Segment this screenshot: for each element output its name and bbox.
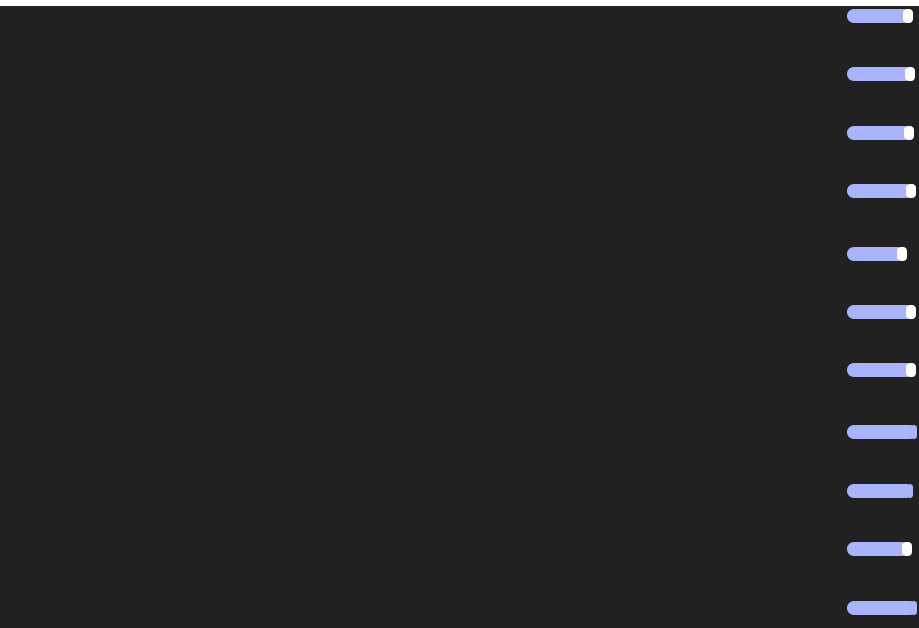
slider-8-track[interactable] xyxy=(847,425,917,439)
slider-11-thumb[interactable] xyxy=(911,601,917,615)
slider-3-track[interactable] xyxy=(847,126,911,140)
slider-11-track[interactable] xyxy=(847,601,917,615)
slider-10-track[interactable] xyxy=(847,542,909,556)
dark-canvas-area[interactable] xyxy=(0,6,919,628)
slider-row[interactable] xyxy=(839,67,919,81)
slider-row[interactable] xyxy=(839,126,919,140)
slider-7-thumb[interactable] xyxy=(906,363,916,377)
slider-5-track[interactable] xyxy=(847,247,904,261)
slider-row[interactable] xyxy=(839,601,919,615)
slider-7-track[interactable] xyxy=(847,363,913,377)
slider-row[interactable] xyxy=(839,542,919,556)
slider-4-thumb[interactable] xyxy=(906,184,916,198)
slider-9-track[interactable] xyxy=(847,484,913,498)
slider-2-thumb[interactable] xyxy=(905,67,915,81)
slider-row[interactable] xyxy=(839,363,919,377)
slider-row[interactable] xyxy=(839,425,919,439)
slider-row[interactable] xyxy=(839,247,919,261)
slider-row[interactable] xyxy=(839,484,919,498)
slider-1-thumb[interactable] xyxy=(903,9,913,23)
slider-4-track[interactable] xyxy=(847,184,913,198)
slider-6-track[interactable] xyxy=(847,305,913,319)
slider-5-thumb[interactable] xyxy=(897,247,907,261)
slider-2-track[interactable] xyxy=(847,67,912,81)
slider-10-thumb[interactable] xyxy=(902,542,912,556)
slider-list xyxy=(839,0,919,628)
slider-8-thumb[interactable] xyxy=(911,425,917,439)
slider-3-thumb[interactable] xyxy=(904,126,914,140)
slider-row[interactable] xyxy=(839,305,919,319)
slider-9-thumb[interactable] xyxy=(907,484,913,498)
slider-6-thumb[interactable] xyxy=(906,305,916,319)
slider-row[interactable] xyxy=(839,184,919,198)
slider-1-track[interactable] xyxy=(847,9,910,23)
slider-row[interactable] xyxy=(839,9,919,23)
